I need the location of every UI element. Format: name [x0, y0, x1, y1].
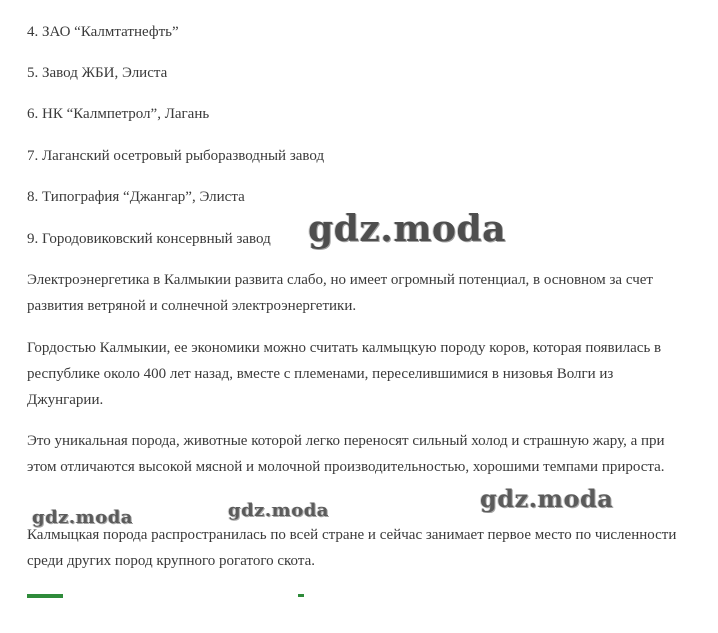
list-item: 7. Лаганский осетровый рыборазводный завод: [27, 148, 325, 164]
watermark-logo: gdz.moda: [308, 208, 506, 250]
watermark-logo: gdz.moda: [480, 484, 614, 513]
list-item: 9. Городовиковский консервный завод: [27, 231, 271, 247]
list-item: 6. НК “Калмпетрол”, Лагань: [27, 106, 210, 122]
list-item: 4. ЗАО “Калмтатнефть”: [27, 24, 179, 40]
section-heading-fragment: [27, 594, 63, 598]
paragraph-breed-qualities: Это уникальная порода, животные которой легко переносят сильный холод и страшную жару, а при этом отличаются высокой мясной и молочной производительностью, хорошими темпами прироста.: [27, 433, 665, 475]
list-item: 5. Завод ЖБИ, Элиста: [27, 65, 168, 81]
watermark-logo: gdz.moda: [32, 507, 133, 528]
section-heading-fragment: [298, 594, 304, 597]
paragraph-cattle-pride: Гордостью Калмыкии, ее экономики можно считать калмыцкую породу коров, которая появилась в республике около 400 лет назад, вместе с племенами, переселившимися в низовья Волги из Джунгарии.: [27, 340, 662, 408]
watermark-logo: gdz.moda: [228, 500, 329, 521]
list-item: 8. Типография “Джангар”, Элиста: [27, 189, 245, 205]
paragraph-energy: Электроэнергетика в Калмыкии развита слабо, но имеет огромный потенциал, в основном за счет развития ветряной и солнечной электроэнергетики.: [27, 272, 653, 314]
paragraph-breed-spread: Калмыцкая порода распространилась по всей стране и сейчас занимает первое место по численности среди других пород крупного рогатого скота.: [27, 527, 677, 569]
